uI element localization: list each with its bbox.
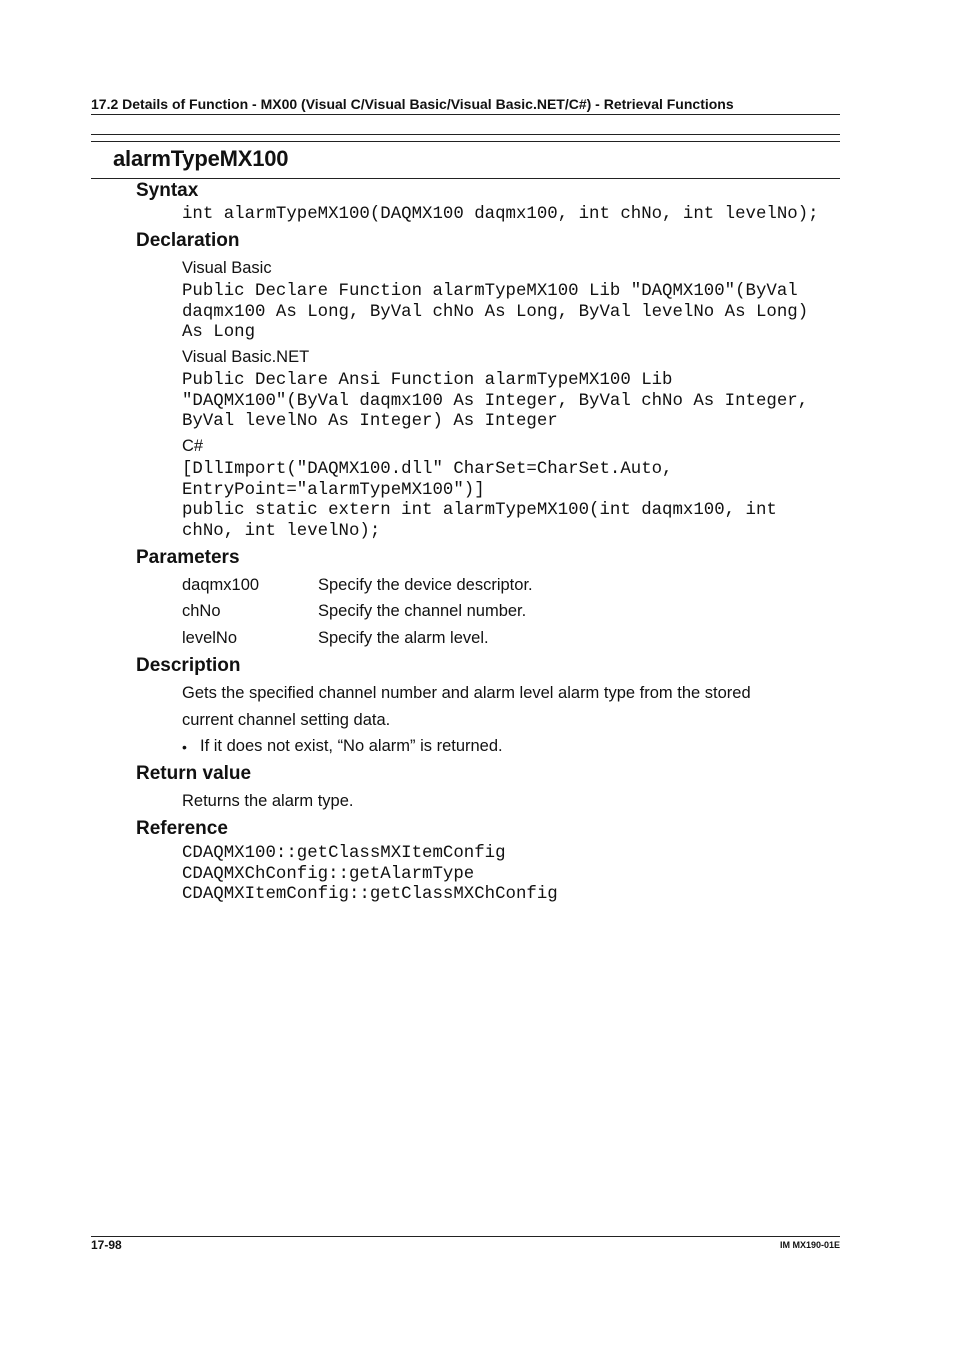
cs-label: C# [182, 437, 204, 455]
return-value-heading: Return value [136, 763, 252, 784]
vbnet-label: Visual Basic.NET [182, 348, 310, 366]
title-top-rule [91, 134, 840, 135]
title-top-rule-inner [91, 141, 840, 142]
param-name-chno: chNo [182, 602, 221, 620]
cs-code: [DllImport("DAQMX100.dll" CharSet=CharSet.Auto, EntryPoint="alarmTypeMX100")] public static extern int alarmTypeMX100(int daqmx100, int chNo, int levelNo); [182, 460, 777, 542]
reference-heading: Reference [136, 818, 228, 839]
description-line-1: Gets the specified channel number and alarm level alarm type from the stored [182, 684, 751, 702]
header-rule [91, 114, 840, 115]
declaration-heading: Declaration [136, 230, 240, 251]
param-name-daqmx100: daqmx100 [182, 576, 260, 594]
syntax-code: int alarmTypeMX100(DAQMX100 daqmx100, int chNo, int levelNo); [182, 205, 819, 224]
parameters-heading: Parameters [136, 547, 240, 568]
document-id: IM MX190-01E [779, 1240, 840, 1250]
page-number: 17-98 [91, 1238, 122, 1252]
syntax-heading: Syntax [136, 180, 199, 201]
vb-code: Public Declare Function alarmTypeMX100 Lib "DAQMX100"(ByVal daqmx100 As Long, ByVal chNo As Long, ByVal levelNo As Long) As Long [182, 282, 809, 343]
description-heading: Description [136, 655, 241, 676]
return-value-text: Returns the alarm type. [182, 792, 354, 810]
param-desc-levelno: Specify the alarm level. [318, 629, 489, 647]
description-line-2: current channel setting data. [182, 711, 391, 729]
description-bullet: If it does not exist, “No alarm” is returned. [200, 737, 503, 755]
vbnet-code: Public Declare Ansi Function alarmTypeMX100 Lib "DAQMX100"(ByVal daqmx100 As Integer, ByVal chNo As Integer, ByVal levelNo As Integer) As Integer [182, 371, 809, 432]
title-bottom-rule [91, 178, 840, 179]
reference-code: CDAQMX100::getClassMXItemConfig CDAQMXChConfig::getAlarmType CDAQMXItemConfig::getClassMXChConfig [182, 844, 558, 905]
param-desc-chno: Specify the channel number. [318, 602, 527, 620]
vb-label: Visual Basic [182, 259, 272, 277]
running-head: 17.2 Details of Function - MX00 (Visual C/Visual Basic/Visual Basic.NET/C#) - Retrieval Functions [91, 96, 734, 112]
bullet-icon: • [182, 739, 187, 755]
param-desc-daqmx100: Specify the device descriptor. [318, 576, 533, 594]
param-name-levelno: levelNo [182, 629, 238, 647]
footer-rule [91, 1236, 840, 1237]
function-title: alarmTypeMX100 [113, 146, 289, 171]
